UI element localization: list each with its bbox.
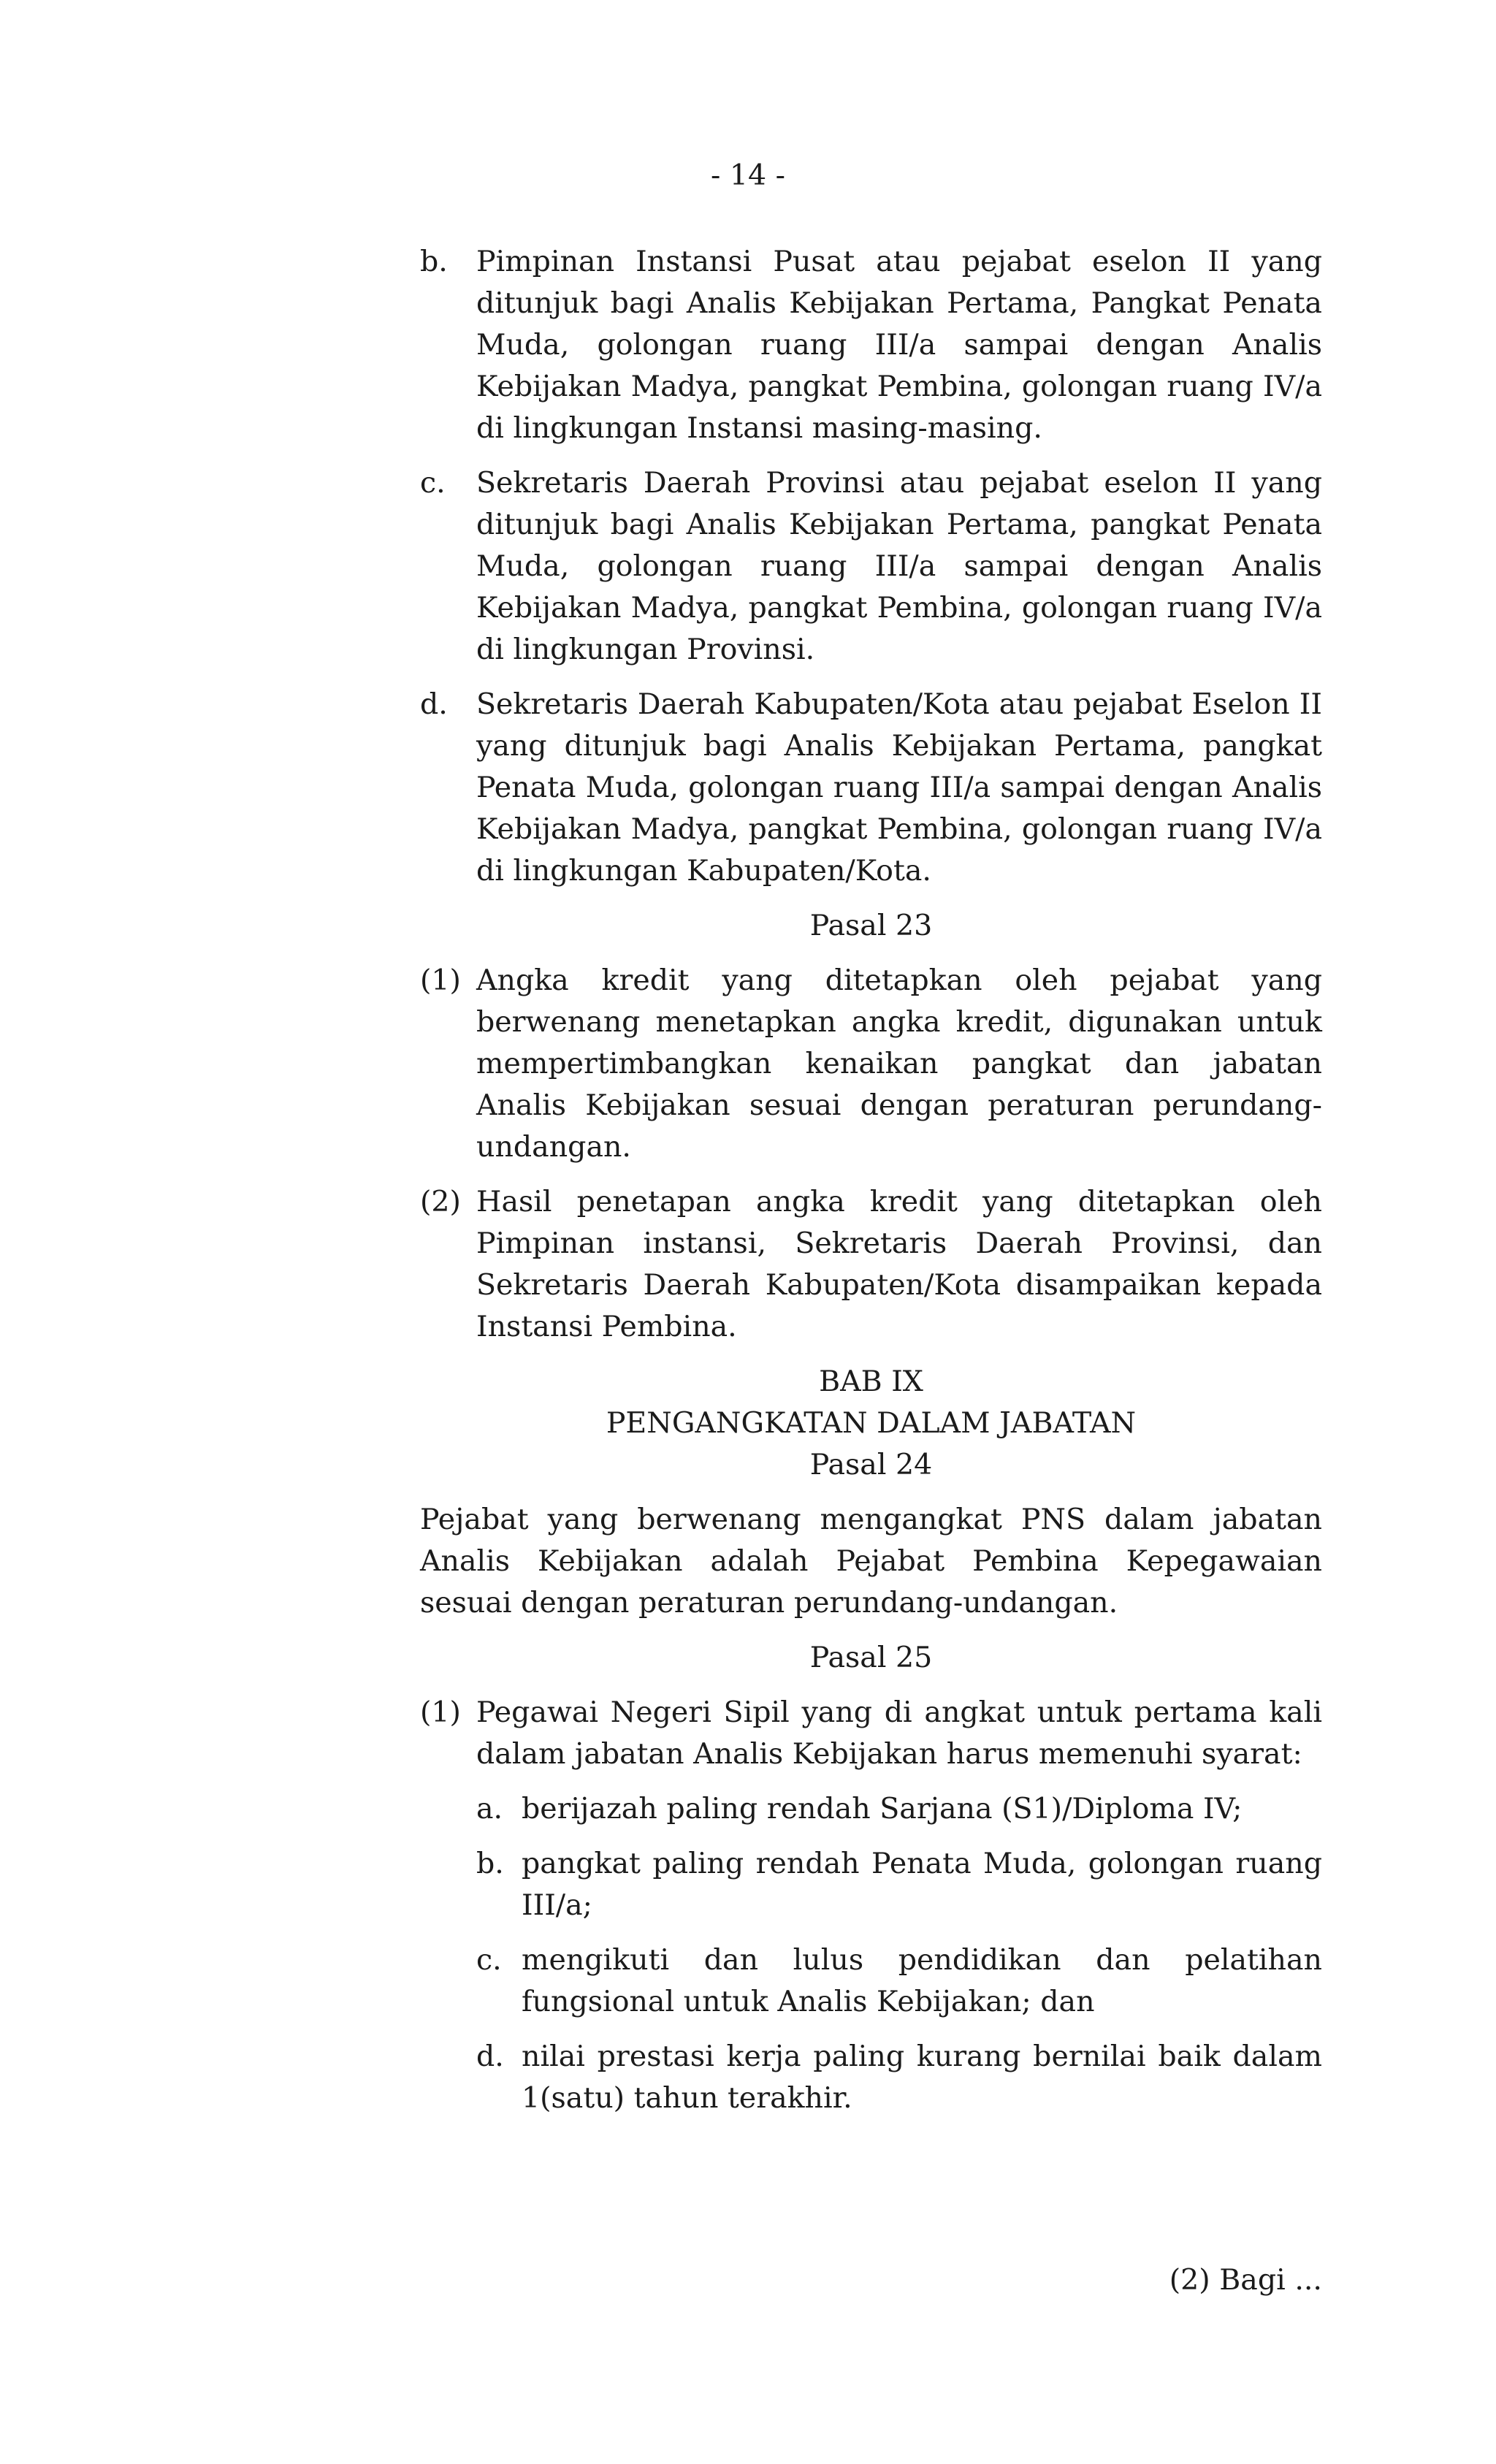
requirement-item-a: [476, 1788, 1322, 1830]
list-item-c: [420, 462, 1322, 671]
clause-text: Angka kredit yang ditetapkan oleh pejabat yang berwenang menetapkan angka kredit, digunakan untuk mempertimbangkan kenaikan pangkat dan jabatan Analis Kebijakan sesuai dengan peraturan perundang-undangan.: [476, 964, 1322, 1164]
pasal-23-clause-1: [420, 960, 1322, 1168]
list-marker: b.: [476, 1847, 504, 1880]
list-item-b: [420, 241, 1322, 449]
requirement-item-c: [476, 1939, 1322, 2023]
list-item-d: [420, 684, 1322, 892]
continuation-reference: (2) Bagi ...: [1169, 2263, 1322, 2297]
clause-marker: (1): [420, 1696, 461, 1729]
clause-marker: (2): [420, 1185, 461, 1218]
clause-text: Hasil penetapan angka kredit yang ditetapkan oleh Pimpinan instansi, Sekretaris Daerah Provinsi, dan Sekretaris Daerah Kabupaten/Kota disampaikan kepada Instansi Pembina.: [476, 1185, 1322, 1343]
list-item-text: berijazah paling rendah Sarjana (S1)/Diploma IV;: [522, 1792, 1243, 1826]
list-marker: b.: [420, 245, 448, 278]
list-item-text: Sekretaris Daerah Provinsi atau pejabat eselon II yang ditunjuk bagi Analis Kebijakan Pertama, pangkat Penata Muda, golongan ruang III/a sampai dengan Analis Kebijakan Madya, pangkat Pembina, golongan ruang IV/a di lingkungan Provinsi.: [476, 466, 1322, 666]
document-body: [420, 241, 1322, 2132]
pasal-25-heading: Pasal 25: [809, 1641, 933, 1674]
requirement-item-d: [476, 2036, 1322, 2119]
requirement-item-b: [476, 1843, 1322, 1926]
list-item-text: Sekretaris Daerah Kabupaten/Kota atau pejabat Eselon II yang ditunjuk bagi Analis Kebijakan Pertama, pangkat Penata Muda, golongan ruang III/a sampai dengan Analis Kebijakan Madya, pangkat Pembina, golongan ruang IV/a di lingkungan Kabupaten/Kota.: [476, 687, 1322, 888]
list-marker: d.: [476, 2040, 504, 2073]
pasal-24-heading: Pasal 24: [809, 1448, 933, 1481]
list-item-text: pangkat paling rendah Penata Muda, golongan ruang III/a;: [522, 1847, 1322, 1922]
list-item-text: mengikuti dan lulus pendidikan dan pelatihan fungsional untuk Analis Kebijakan; dan: [522, 1943, 1322, 2018]
pasal-25-clause-1: [420, 1692, 1322, 1775]
pasal-23-clause-2: [420, 1181, 1322, 1348]
list-item-text: Pimpinan Instansi Pusat atau pejabat eselon II yang ditunjuk bagi Analis Kebijakan Pertama, Pangkat Penata Muda, golongan ruang III/a sampai dengan Analis Kebijakan Madya, pangkat Pembina, golongan ruang IV/a di lingkungan Instansi masing-masing.: [476, 245, 1322, 445]
clause-text: Pegawai Negeri Sipil yang di angkat untuk pertama kali dalam jabatan Analis Kebijakan harus memenuhi syarat:: [476, 1696, 1322, 1771]
requirements-list: [476, 1788, 1322, 2119]
list-marker: d.: [420, 687, 448, 721]
chapter-title: PENGANGKATAN DALAM JABATAN: [606, 1406, 1137, 1440]
clause-marker: (1): [420, 964, 461, 997]
list-item-text: nilai prestasi kerja paling kurang bernilai baik dalam 1(satu) tahun terakhir.: [522, 2040, 1322, 2115]
page-number: - 14 -: [710, 159, 786, 192]
pasal-23-heading: Pasal 23: [809, 909, 933, 942]
list-marker: c.: [476, 1943, 502, 1977]
chapter-number: BAB IX: [819, 1365, 923, 1398]
list-marker: c.: [420, 466, 446, 500]
pasal-24-text: Pejabat yang berwenang mengangkat PNS dalam jabatan Analis Kebijakan adalah Pejabat Pembina Kepegawaian sesuai dengan peraturan perundang-undangan.: [420, 1503, 1322, 1620]
list-marker: a.: [476, 1792, 503, 1826]
